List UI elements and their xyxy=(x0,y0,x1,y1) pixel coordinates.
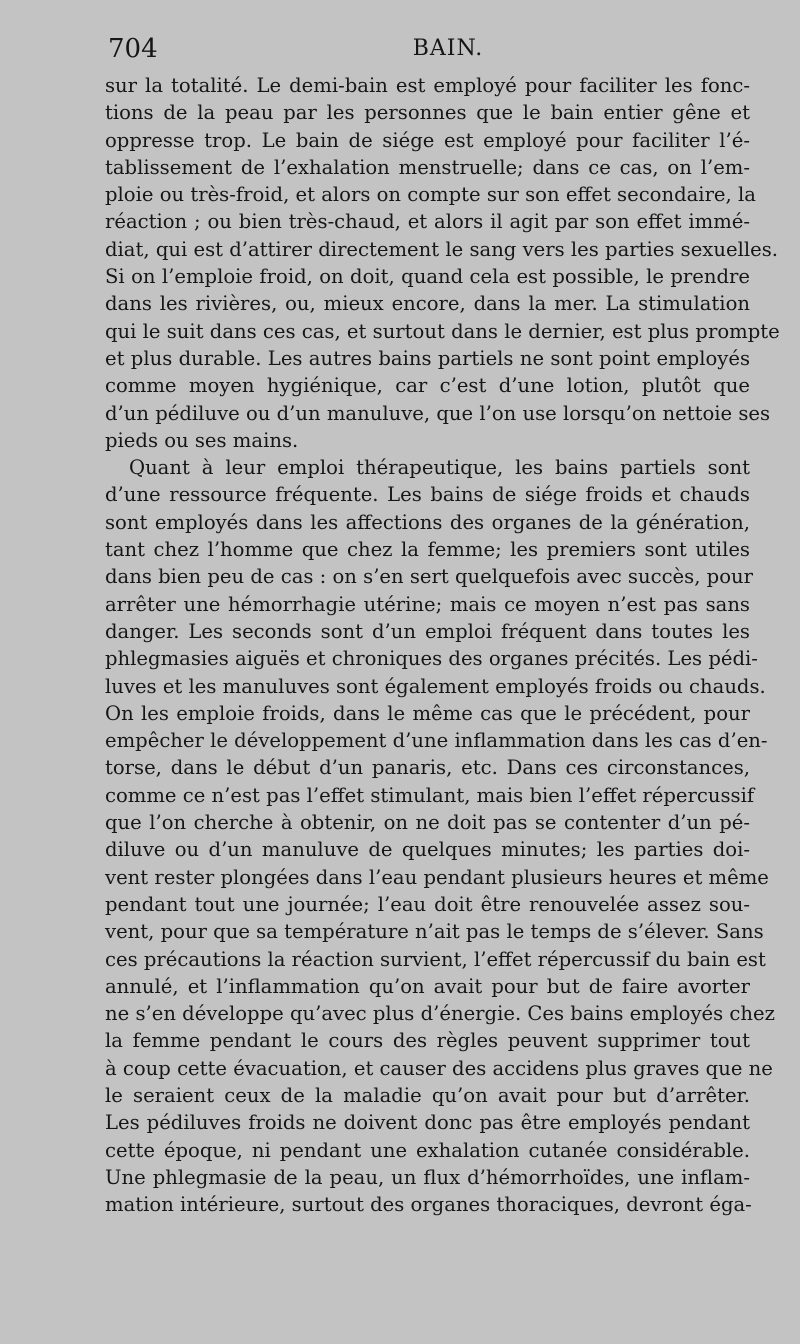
text-line: torse, dans le début d’un panaris, etc. Dans ces circonstances, xyxy=(105,756,750,780)
text-line: tions de la peau par les personnes que le bain entier gêne et xyxy=(105,101,750,125)
text-line: d’un pédiluve ou d’un manuluve, que l’on use lorsqu’on nettoie ses xyxy=(105,401,771,425)
body-text xyxy=(105,72,780,1218)
text-line: comme ce n’est pas l’effet stimulant, mais bien l’effet répercussif xyxy=(105,783,755,807)
text-line: empêcher le développement d’une inflammation dans les cas d’en- xyxy=(105,729,768,753)
text-line: diluve ou d’un manuluve de quelques minutes; les parties doi- xyxy=(105,838,750,862)
text-line: On les emploie froids, dans le même cas que le précédent, pour xyxy=(105,701,750,725)
text-line: Une phlegmasie de la peau, un flux d’hémorrhoïdes, une inflam- xyxy=(105,1165,750,1189)
text-line: cette époque, ni pendant une exhalation cutanée considérable. xyxy=(105,1138,750,1162)
text-line: la femme pendant le cours des règles peuvent supprimer tout xyxy=(105,1029,750,1053)
text-line: à coup cette évacuation, et causer des accidens plus graves que ne xyxy=(105,1056,773,1080)
text-line: qui le suit dans ces cas, et surtout dans le dernier, est plus prompte xyxy=(105,319,780,343)
text-line: réaction ; ou bien très-chaud, et alors il agit par son effet immé- xyxy=(105,210,750,234)
text-line: sont employés dans les affections des organes de la génération, xyxy=(105,510,750,534)
text-line: comme moyen hygiénique, car c’est d’une lotion, plutôt que xyxy=(105,374,750,398)
text-line: d’une ressource fréquente. Les bains de siége froids et chauds xyxy=(105,483,750,507)
text-line: vent, pour que sa température n’ait pas le temps de s’élever. Sans xyxy=(105,920,764,944)
text-line: luves et les manuluves sont également employés froids ou chauds. xyxy=(105,674,766,698)
text-line: oppresse trop. Le bain de siége est employé pour faciliter l’é- xyxy=(105,128,750,152)
text-line: arrêter une hémorrhagie utérine; mais ce moyen n’est pas sans xyxy=(105,592,750,616)
text-line: annulé, et l’inflammation qu’on avait pour but de faire avorter xyxy=(105,974,750,998)
text-line: ploie ou très-froid, et alors on compte sur son effet secondaire, la xyxy=(105,183,756,207)
text-line: diat, qui est d’attirer directement le sang vers les parties sexuelles. xyxy=(105,237,778,261)
text-line: dans bien peu de cas : on s’en sert quelquefois avec succès, pour xyxy=(105,565,753,589)
text-line: sur la totalité. Le demi-bain est employé pour faciliter les fonc- xyxy=(105,74,750,97)
text-line: Si on l’emploie froid, on doit, quand cela est possible, le prendre xyxy=(105,265,750,289)
text-line: danger. Les seconds sont d’un emploi fréquent dans toutes les xyxy=(105,619,750,643)
text-line: le seraient ceux de la maladie qu’on avait pour but d’arrêter. xyxy=(105,1083,750,1107)
text-line: mation intérieure, surtout des organes thoraciques, devront éga- xyxy=(105,1193,752,1217)
text-line: dans les rivières, ou, mieux encore, dans la mer. La stimulation xyxy=(105,292,750,316)
text-line: Les pédiluves froids ne doivent donc pas être employés pendant xyxy=(105,1111,750,1135)
text-line: pieds ou ses mains. xyxy=(105,428,299,452)
text-line: et plus durable. Les autres bains partiels ne sont point employés xyxy=(105,346,750,370)
text-line: Quant à leur emploi thérapeutique, les bains partiels sont xyxy=(129,456,750,480)
page-number: 704 xyxy=(108,34,158,64)
text-line: tablissement de l’exhalation menstruelle; dans ce cas, on l’em- xyxy=(105,155,750,179)
text-line: vent rester plongées dans l’eau pendant plusieurs heures et même xyxy=(105,865,769,889)
text-line: pendant tout une journée; l’eau doit être renouvelée assez sou- xyxy=(105,892,750,916)
running-title: BAIN. xyxy=(412,36,484,61)
text-line: ces précautions la réaction survient, l’effet répercussif du bain est xyxy=(105,947,766,971)
text-line: phlegmasies aiguës et chroniques des organes précités. Les pédi- xyxy=(105,647,758,671)
text-line: tant chez l’homme que chez la femme; les premiers sont utiles xyxy=(105,538,750,562)
page-header xyxy=(108,34,748,70)
text-line: que l’on cherche à obtenir, on ne doit pas se contenter d’un pé- xyxy=(105,811,750,835)
text-line: ne s’en développe qu’avec plus d’énergie. Ces bains employés chez xyxy=(105,1002,775,1026)
